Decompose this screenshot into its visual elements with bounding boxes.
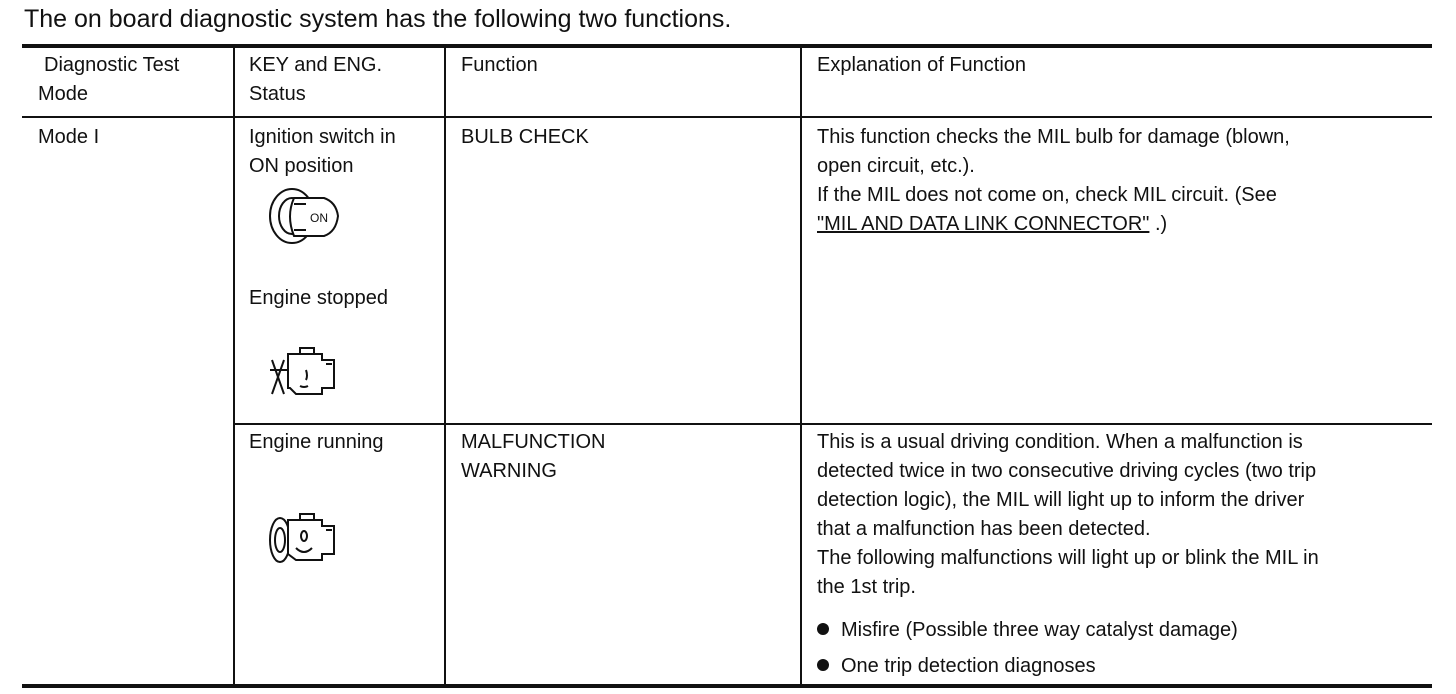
- table-bottom-rule: [22, 684, 1432, 688]
- key-status-line: Ignition switch in: [249, 126, 396, 148]
- bullet-dot-icon: [817, 659, 829, 671]
- explanation-line: This is a usual driving condition. When a malfunction is: [817, 431, 1303, 453]
- list-item-text: Misfire (Possible three way catalyst damage): [841, 619, 1238, 641]
- key-status-line: ON position: [249, 155, 354, 177]
- list-item: [817, 648, 1238, 684]
- engine-stopped-icon: [266, 340, 346, 407]
- list-item-text: One trip detection diagnoses: [841, 655, 1096, 677]
- explanation-line: If the MIL does not come on, check MIL circuit. (See: [817, 184, 1277, 206]
- column-divider: [444, 48, 446, 684]
- explanation-line: the 1st trip.: [817, 576, 916, 598]
- diagnostic-functions-table: [22, 44, 1432, 688]
- bullet-dot-icon: [817, 623, 829, 635]
- header-key-line: KEY and ENG.: [249, 54, 383, 76]
- list-item: [817, 612, 1238, 648]
- explanation-line: detected twice in two consecutive driving cycles (two trip: [817, 460, 1317, 482]
- header-mode: [38, 51, 179, 109]
- key-status-ignition: [249, 123, 396, 181]
- header-mode-line: Diagnostic Test: [44, 54, 180, 76]
- intro-text: The on board diagnostic system has the following two functions.: [24, 5, 732, 33]
- malfunction-bullet-list: [817, 612, 1238, 684]
- link-suffix: .): [1149, 213, 1168, 235]
- column-divider: [233, 48, 235, 684]
- explanation-line: This function checks the MIL bulb for damage (blown,: [817, 126, 1290, 148]
- header-key-status: [249, 51, 382, 109]
- header-explanation: Explanation of Function: [817, 54, 1027, 76]
- function-malfunction-warning: [461, 428, 605, 486]
- function-bulb-check: BULB CHECK: [461, 126, 589, 148]
- engine-status-stopped: Engine stopped: [249, 287, 389, 309]
- header-key-line: Status: [249, 83, 306, 105]
- explanation-malfunction-warning: [817, 428, 1319, 602]
- explanation-line: detection logic), the MIL will light up to inform the driver: [817, 489, 1305, 511]
- explanation-line: open circuit, etc.).: [817, 155, 975, 177]
- function-line: MALFUNCTION: [461, 431, 606, 453]
- explanation-line: that a malfunction has been detected.: [817, 518, 1151, 540]
- explanation-link-line: [817, 210, 1290, 239]
- explanation-line: The following malfunctions will light up or blink the MIL in: [817, 547, 1319, 569]
- column-divider: [800, 48, 802, 684]
- header-mode-line: Mode: [38, 83, 89, 105]
- engine-running-icon: [266, 508, 346, 575]
- engine-status-running: Engine running: [249, 431, 384, 453]
- explanation-bulb-check: [817, 123, 1290, 239]
- mode-label: Mode I: [38, 126, 100, 148]
- ignition-key-on-icon: [266, 184, 346, 251]
- mil-data-link-connector-link[interactable]: "MIL AND DATA LINK CONNECTOR": [817, 213, 1150, 235]
- header-function: Function: [461, 54, 538, 76]
- function-line: WARNING: [461, 460, 557, 482]
- row-divider: [234, 423, 1432, 425]
- ignition-on-label: ON: [310, 211, 328, 225]
